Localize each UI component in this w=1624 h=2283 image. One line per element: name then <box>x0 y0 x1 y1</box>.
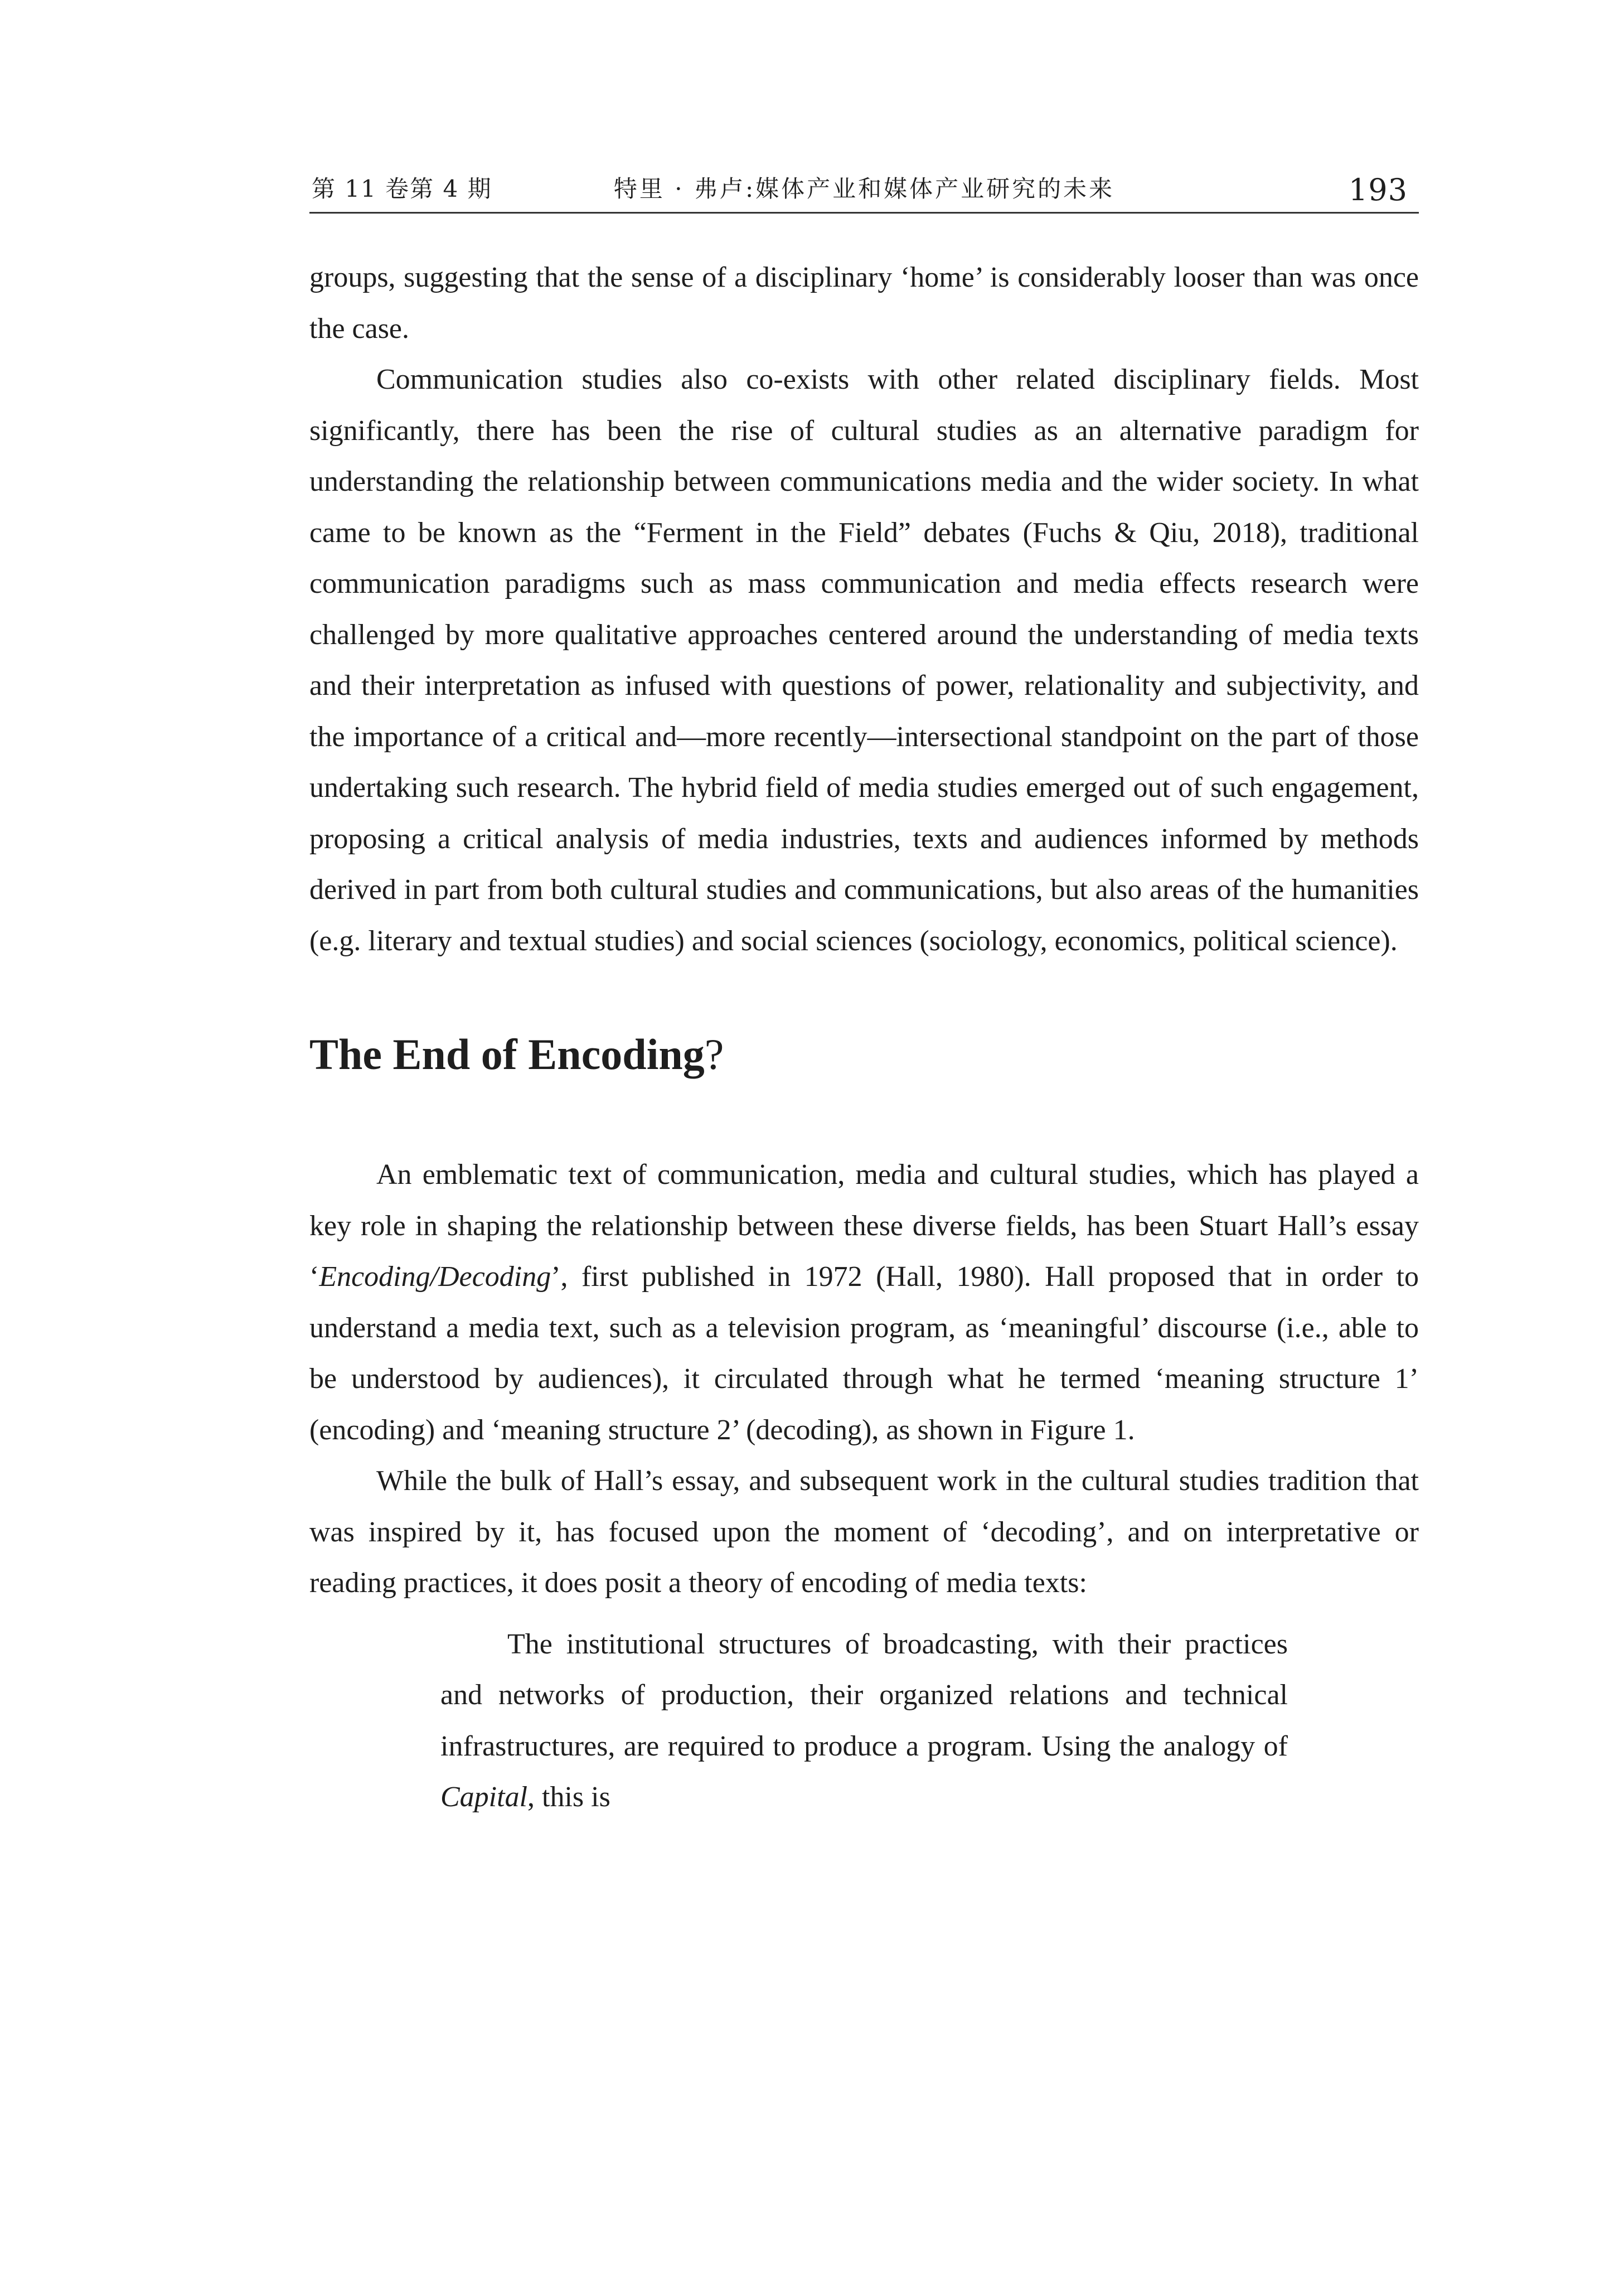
section-heading <box>309 1027 1419 1082</box>
quote-text: The institutional structures of broadcasting, with their practices and networks of production, their organized relations and technical infrastructures, are required to produce a program. Using the analogy of <box>440 1628 1288 1762</box>
paragraph-hall-essay: While the bulk of Hall’s essay, and subsequent work in the cultural studies tradition that was inspired by it, has focused upon the moment of ‘decoding’, and on interpretative or reading practices, it does posit a theory of encoding of media texts: <box>309 1465 1419 1599</box>
article-body <box>309 252 1419 1823</box>
paragraph-encoding-decoding <box>309 1149 1419 1455</box>
book-title: Capital <box>440 1781 528 1813</box>
section-heading-question-mark: ? <box>704 1030 724 1078</box>
quote-text: , this is <box>527 1781 610 1813</box>
essay-title: Encoding/Decoding <box>319 1261 551 1293</box>
page-number: 193 <box>1348 172 1408 207</box>
paragraph-text: An emblematic text of communication, media and cultural studies, which has played a key role in shaping the relationship between these diverse fields, has been Stuart Hall’s essay ‘ <box>309 1159 1419 1293</box>
paragraph-text: ’, first published in 1972 (Hall, 1980). Hall proposed that in order to understand a media text, such as a television program, as ‘meaningful’ discourse (i.e., able to be understood by audiences), it circulated through what he termed ‘meaning structure 1’ (encoding) and ‘meaning structure 2’ (decoding), as shown in Figure 1. <box>309 1261 1419 1446</box>
section-heading-text: The End of Encoding <box>309 1030 705 1078</box>
paragraph-communication-studies: Communication studies also co-exists with other related disciplinary fields. Most significantly, there has been the rise of cultural studies as an alternative paradigm for understanding the relationship between communications media and the wider society. In what came to be known as the “Ferment in the Field” debates (Fuchs & Qiu, 2018), traditional communication paradigms such as mass communication and media effects research were challenged by more qualitative approaches centered around the understanding of media texts and their interpretation as infused with questions of power, relationality and subjectivity, and the importance of a critical and—more recently—intersectional standpoint on the part of those undertaking such research. The hybrid field of media studies emerged out of such engagement, proposing a critical analysis of media industries, texts and audiences informed by methods derived in part from both cultural studies and communications, but also areas of the humanities (e.g. literary and textual studies) and social sciences (sociology, economics, political science). <box>309 364 1419 957</box>
block-quote <box>440 1619 1288 1823</box>
paragraph-continued: groups, suggesting that the sense of a disciplinary ‘home’ is considerably looser than was once the case. <box>309 262 1419 345</box>
journal-issue: 第 11 卷第 4 期 <box>312 175 492 202</box>
article-running-title: 特里 · 弗卢:媒体产业和媒体产业研究的未来 <box>613 175 1115 202</box>
quote-paragraph <box>440 1619 1288 1823</box>
running-head <box>309 167 1419 214</box>
